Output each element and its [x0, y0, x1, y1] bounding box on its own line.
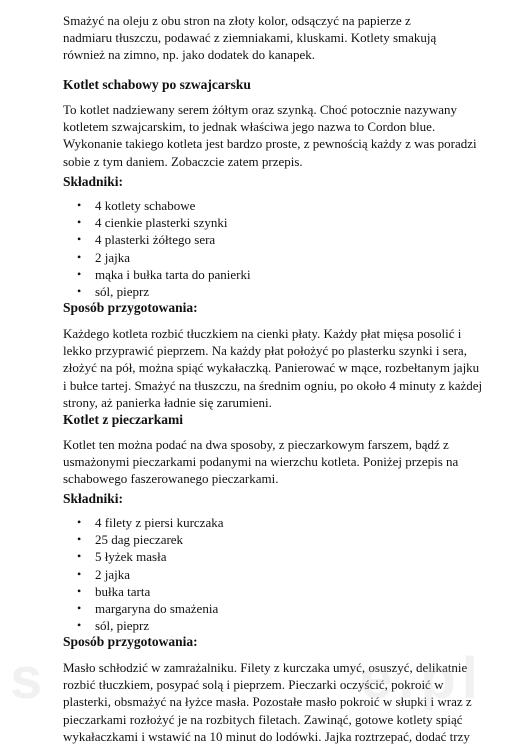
text-line: plasterki, obsmażyć na łyżce masła. Pozostałe masło pokroić w słupki i wraz z: [63, 694, 472, 710]
bullet-icon: •: [77, 549, 82, 564]
list-item: • 2 jajka: [77, 249, 131, 265]
section-description: [63, 101, 503, 170]
text-line: pieczarkami rozłożyć je na rozbitych filetach. Zawinąć, gotowe kotlety spiąć: [63, 711, 463, 727]
list-item: • sól, pieprz: [77, 284, 150, 300]
bullet-icon: •: [77, 284, 82, 299]
list-item: • 4 kotlety schabowe: [77, 198, 196, 213]
text-line: złożyć na pół, można spiąć wykałaczką. Panierować w mące, rozbełtanym jajku: [63, 360, 480, 376]
bullet-icon: •: [77, 232, 82, 247]
list-item: • 4 cienkie plasterki szynki: [77, 215, 228, 231]
list-item: • margaryna do smażenia: [77, 601, 219, 617]
text-line: strony, aż panierka ładnie się zarumieni.: [63, 394, 272, 410]
text-line: Masło schłodzić w zamrażalniku. Filety z kurczaka umyć, osuszyć, delikatnie: [63, 660, 468, 675]
text-line: To kotlet nadziewany serem żółtym oraz szynką. Choć potocznie nazywany: [63, 102, 458, 117]
list-item: • 25 dag pieczarek: [77, 532, 184, 548]
text-line: schabowego faszerowanego pieczarkami.: [63, 471, 279, 487]
text-line: Wykonanie takiego kotleta jest bardzo proste, z pewnością każdy z was poradzi: [63, 136, 477, 152]
text-line: wykałaczkami i wstawić na 10 minut do lodówki. Jajka roztrzepać, dodać trzy: [63, 728, 470, 744]
text-line: Kotlet ten można podać na dwa sposoby, z pieczarkowym farszem, bądź z: [63, 437, 449, 452]
list-item: • sól, pieprz: [77, 618, 150, 634]
section-description: [63, 436, 503, 488]
method-paragraph: [63, 659, 503, 745]
bullet-icon: •: [77, 266, 82, 281]
watermark-right: e.pl: [360, 646, 484, 711]
text-line: usmażonymi pieczarkami podanymi na wierzchu kotleta. Poniżej przepis na: [63, 454, 459, 470]
text-line: nadmiaru tłuszczu, podawać z ziemniakami, kluskami. Kotlety smakują: [63, 30, 437, 46]
list-item: • 5 łyżek masła: [77, 549, 167, 565]
bullet-icon: •: [77, 601, 82, 616]
list-item: • mąka i bułka tarta do panierki: [77, 266, 251, 282]
list-item: • 4 filety z piersi kurczaka: [77, 515, 224, 530]
list-item: • bułka tarta: [77, 583, 151, 599]
section-title: Kotlet z pieczarkami: [63, 412, 183, 427]
bullet-icon: •: [77, 198, 82, 212]
ingredients-list: [0, 197, 251, 300]
bullet-icon: •: [77, 532, 82, 547]
text-line: Każdego kotleta rozbić tłuczkiem na cienki płaty. Każdy płat mięsa posolić i: [63, 326, 462, 341]
method-paragraph: [63, 325, 503, 411]
bullet-icon: •: [77, 583, 82, 598]
bullet-icon: •: [77, 566, 82, 581]
bullet-icon: •: [77, 515, 82, 529]
text-line: kotletem szwajcarskim, to jednak właściwa jego nazwa to Cordon blue.: [63, 119, 436, 135]
text-line: rozbić tłuczkiem, posypać solą i pieprzem. Pieczarki oczyścić, pokroić w: [63, 677, 444, 693]
text-line: również na zimno, np. jako dodatek do kanapek.: [63, 47, 315, 63]
bullet-icon: •: [77, 215, 82, 230]
list-item: • 2 jajka: [77, 566, 131, 582]
text-line: lekko przyprawić pieprzem. Na każdy płat położyć po plasterku szynki i sera,: [63, 343, 467, 359]
text-line: Smażyć na oleju z obu stron na złoty kolor, odsączyć na papierze z: [63, 13, 411, 28]
section-title: Kotlet schabowy po szwajcarsku: [63, 77, 251, 92]
method-heading: Sposób przygotowania:: [63, 634, 198, 649]
ingredients-heading: Składniki:: [63, 491, 124, 506]
ingredients-heading: Składniki:: [63, 174, 124, 189]
text-line: i bułce tartej. Smażyć na tłuszczu, na średnim ogniu, po około 4 minuty z każdej: [63, 377, 483, 393]
list-item: • 4 plasterki żółtego sera: [77, 232, 216, 248]
method-heading: Sposób przygotowania:: [63, 300, 198, 315]
bullet-icon: •: [77, 249, 82, 264]
text-line: sobie z tym daniem. Zobaczcie zatem przepis.: [63, 153, 303, 169]
intro-paragraph: [63, 12, 503, 64]
watermark-left: s: [10, 646, 49, 711]
bullet-icon: •: [77, 618, 82, 633]
ingredients-list: [0, 514, 224, 634]
